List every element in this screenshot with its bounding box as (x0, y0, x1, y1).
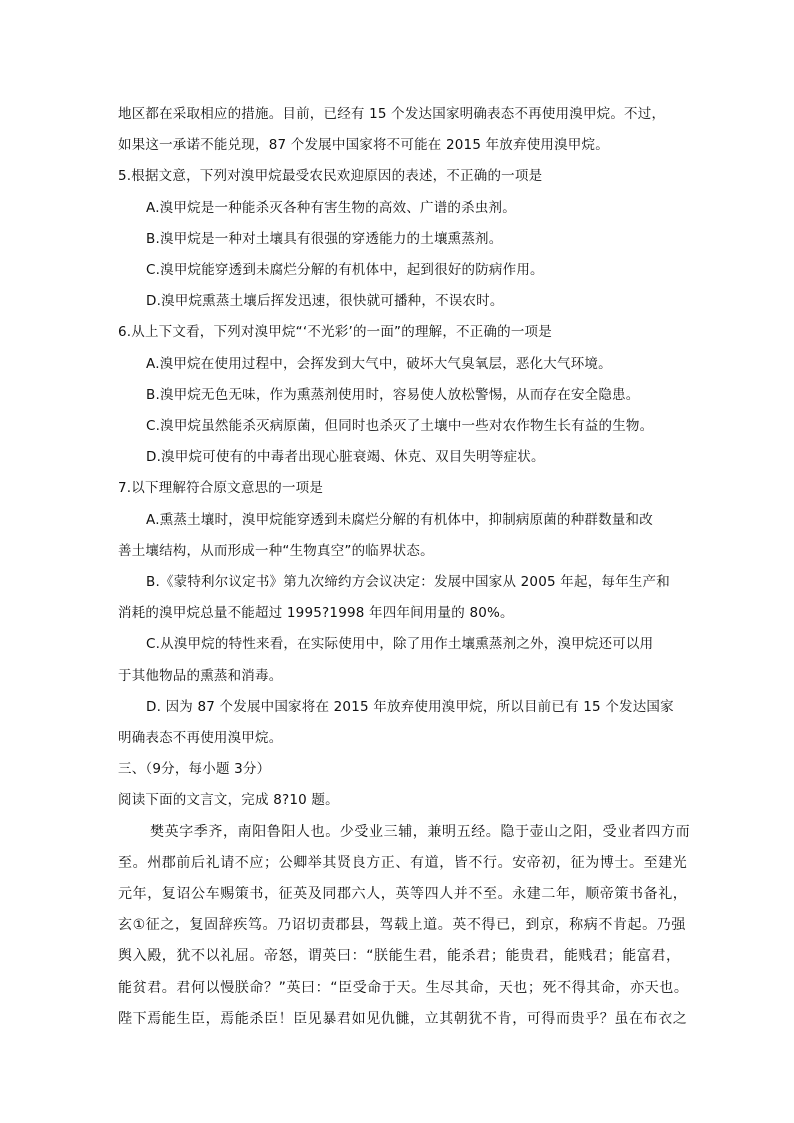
question-5-option-a: A.溴甲烷是一种能杀灭各种有害生物的高效、广谱的杀虫剂。 (146, 200, 516, 216)
passage-line: 如果这一承诺不能兑现，87 个发展中国家将不可能在 2015 年放弃使用溴甲烷。 (118, 137, 609, 153)
question-6-stem: 6.从上下文看，下列对溴甲烷“‘不光彩’的一面”的理解，不正确的一项是 (118, 324, 552, 340)
classical-text-line: 樊英字季齐，南阳鲁阳人也。少受业三辅，兼明五经。隐于壶山之阳，受业者四方而 (150, 824, 691, 840)
question-6-option-c: C.溴甲烷虽然能杀灭病原菌，但同时也杀灭了土壤中一些对农作物生长有益的生物。 (146, 418, 654, 434)
classical-text-line: 玄①征之，复固辞疾笃。乃诏切责郡县，驾载上道。英不得已，到京，称病不肯起。乃强 (118, 917, 686, 933)
classical-text-line: 舆入殿，犹不以礼屈。帝怒，谓英曰：“朕能生君，能杀君；能贵君，能贱君；能富君， (118, 948, 681, 964)
classical-text-line: 陛下焉能生臣，焉能杀臣！臣见暴君如见仇雠，立其朝犹不肯，可得而贵乎？虽在布衣之 (118, 1011, 688, 1027)
section-heading: 三、（9分，每小题 3分） (118, 761, 271, 777)
question-7-stem: 7.以下理解符合原文意思的一项是 (118, 480, 324, 496)
question-5-option-d: D.溴甲烷熏蒸土壤后挥发迅速，很快就可播种，不误农时。 (146, 293, 504, 309)
question-7-option-a-cont: 善土壤结构，从而形成一种“生物真空”的临界状态。 (118, 543, 434, 559)
question-6-option-d: D.溴甲烷可使有的中毒者出现心脏衰竭、休克、双目失明等症状。 (146, 449, 545, 465)
question-6-option-b: B.溴甲烷无色无味，作为熏蒸剂使用时，容易使人放松警惕，从而存在安全隐患。 (146, 387, 640, 403)
section-instruction: 阅读下面的文言文，完成 8?10 题。 (118, 792, 339, 808)
question-7-option-b: B.《蒙特利尔议定书》第九次缔约方会议决定：发展中国家从 2005 年起，每年生产和 (146, 574, 670, 590)
question-5-stem: 5.根据文意，下列对溴甲烷最受农民欢迎原因的表述，不正确的一项是 (118, 168, 543, 184)
classical-text-line: 能贫君。君何以慢朕命？”英曰：“臣受命于天。生尽其命，天也；死不得其命，亦天也。 (118, 980, 689, 996)
question-5-option-b: B.溴甲烷是一种对土壤具有很强的穿透能力的土壤熏蒸剂。 (146, 231, 503, 247)
classical-text-line: 至。州郡前后礼请不应；公卿举其贤良方正、有道，皆不行。安帝初，征为博士。至建光 (118, 855, 688, 871)
question-6-option-a: A.溴甲烷在使用过程中，会挥发到大气中，破坏大气臭氧层，恶化大气环境。 (146, 356, 612, 372)
question-5-option-c: C.溴甲烷能穿透到未腐烂分解的有机体中，起到很好的防病作用。 (146, 262, 544, 278)
question-7-option-a: A.熏蒸土壤时，溴甲烷能穿透到未腐烂分解的有机体中，抑制病原菌的种群数量和改 (146, 512, 653, 528)
question-7-option-c-cont: 于其他物品的熏蒸和消毒。 (118, 668, 283, 684)
passage-line: 地区都在采取相应的措施。目前，已经有 15 个发达国家明确表态不再使用溴甲烷。不过， (118, 106, 666, 122)
question-7-option-c: C.从溴甲烷的特性来看，在实际使用中，除了用作土壤熏蒸剂之外，溴甲烷还可以用 (146, 636, 654, 652)
question-7-option-d: D. 因为 87 个发展中国家将在 2015 年放弃使用溴甲烷，所以目前已有 15 个发达国家 (146, 699, 674, 715)
classical-text-line: 元年，复诏公车赐策书，征英及同郡六人，英等四人并不至。永建二年，顺帝策书备礼， (118, 886, 688, 902)
question-7-option-d-cont: 明确表态不再使用溴甲烷。 (118, 730, 283, 746)
question-7-option-b-cont: 消耗的溴甲烷总量不能超过 1995?1998 年四年间用量的 80%。 (118, 605, 514, 621)
